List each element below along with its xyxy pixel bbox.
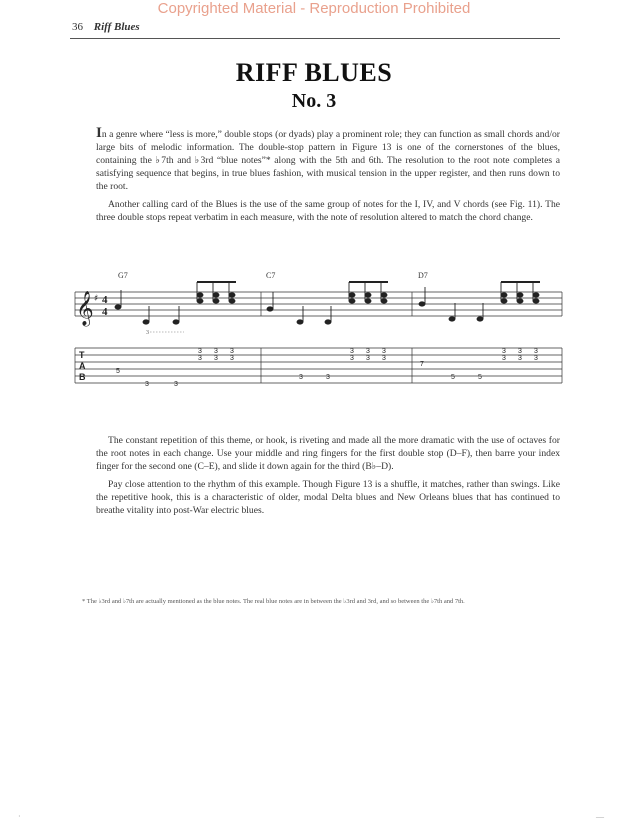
tab-number: 5 [116, 368, 120, 375]
tab-number: 3 [230, 348, 234, 355]
measure-2-notes [267, 282, 388, 324]
page-title: RIFF BLUES [235, 58, 393, 87]
tab-number: 3 [350, 355, 354, 362]
tab-number: 3 [502, 355, 506, 362]
tab-letter: B [79, 372, 86, 382]
tab-number: 3 [366, 348, 370, 355]
time-signature-top: 4 [102, 294, 108, 306]
tab-number: 5 [451, 374, 455, 381]
tab-number: 3 [502, 348, 506, 355]
tab-number: 3 [366, 355, 370, 362]
time-signature-bottom: 4 [102, 306, 108, 318]
tab-number: 3 [230, 355, 234, 362]
paragraph-1-text: n a genre where “less is more,” double stops (or dyads) play a prominent role; they can function as small chords and/or large bits of melodic information. The double-stop pattern in Figure 13 is one of the cornerstones of the blues, containing the ♭7th and ♭3rd “blue notes”* along with the 5th and 6th. The resolution to the root note completes a satisfying sequence that begins, in true blues fashion, with musical tension in the upper register, and then runs down to the root. [96, 129, 560, 192]
tab-number: 3 [326, 374, 330, 381]
paragraph-2: Another calling card of the Blues is the use of the same group of notes for the I, IV, and V chords (see Fig. 11). The three double stops repeat verbatim in each measure, with the note of resolution altered to match the chord change. [96, 199, 560, 223]
running-head [72, 21, 140, 33]
tab-number: 3 [534, 348, 538, 355]
corner-mark-right: — [596, 812, 604, 821]
tab-number: 3 [534, 355, 538, 362]
standard-staff [75, 292, 562, 316]
drop-cap: I [96, 125, 102, 141]
measure-1-notes [115, 282, 236, 324]
music-figure [60, 268, 570, 398]
tab-number: 3 [350, 348, 354, 355]
tab-numbers [116, 348, 538, 388]
key-signature-icon: ♯ [94, 294, 99, 304]
measure-3-notes [419, 282, 540, 321]
paragraph-1 [96, 125, 560, 193]
tab-number: 3 [382, 348, 386, 355]
chord-label: G7 [118, 271, 128, 280]
tab-letter: A [79, 361, 86, 371]
tab-letter: T [79, 350, 85, 360]
tab-number: 3 [299, 374, 303, 381]
tab-number: 3 [198, 355, 202, 362]
intro-text [96, 125, 560, 229]
tab-number: 7 [420, 361, 424, 368]
footnote: * The ♭3rd and ♭7th are actually mentioned as the blue notes. The real blue notes are in between the ♭3rd and 3rd, and so between the ♭7th and 7th. [82, 598, 465, 605]
running-head-title: Riff Blues [93, 21, 140, 33]
tab-number: 3 [518, 355, 522, 362]
triplet-mark: 3 [146, 330, 149, 336]
corner-mark-left: · [18, 812, 21, 821]
tab-number: 3 [174, 381, 178, 388]
tab-number: 5 [478, 374, 482, 381]
tab-number: 3 [382, 355, 386, 362]
tab-staff [75, 348, 562, 383]
tab-number: 3 [518, 348, 522, 355]
tab-number: 3 [198, 348, 202, 355]
chord-label: D7 [418, 271, 428, 280]
treble-clef-icon: 𝄞 [76, 291, 94, 326]
page-subtitle: No. 3 [291, 90, 337, 112]
tab-number: 3 [214, 355, 218, 362]
tab-number: 3 [214, 348, 218, 355]
paragraph-3: The constant repetition of this theme, or hook, is riveting and made all the more dramatic with the use of octaves for the root notes in each change. Use your middle and ring fingers for the first double stop (D–F), then barre your index finger for the second one (C–E), and slide it down again for the third (B♭–D). [96, 435, 560, 472]
outro-text [96, 434, 560, 522]
paragraph-4: Pay close attention to the rhythm of this example. Though Figure 13 is a shuffle, it matches, rather than swings. Like the repetitive hook, this is a characteristic of older, modal Delta blues and New Orleans blues that has continued to breathe vitality into post-War electric blues. [96, 479, 560, 516]
copyright-banner: Copyrighted Material - Reproduction Prohibited [157, 0, 471, 17]
header-rule [70, 38, 560, 39]
page-number: 36 [72, 21, 83, 33]
tab-number: 3 [145, 381, 149, 388]
chord-label: C7 [266, 271, 276, 280]
